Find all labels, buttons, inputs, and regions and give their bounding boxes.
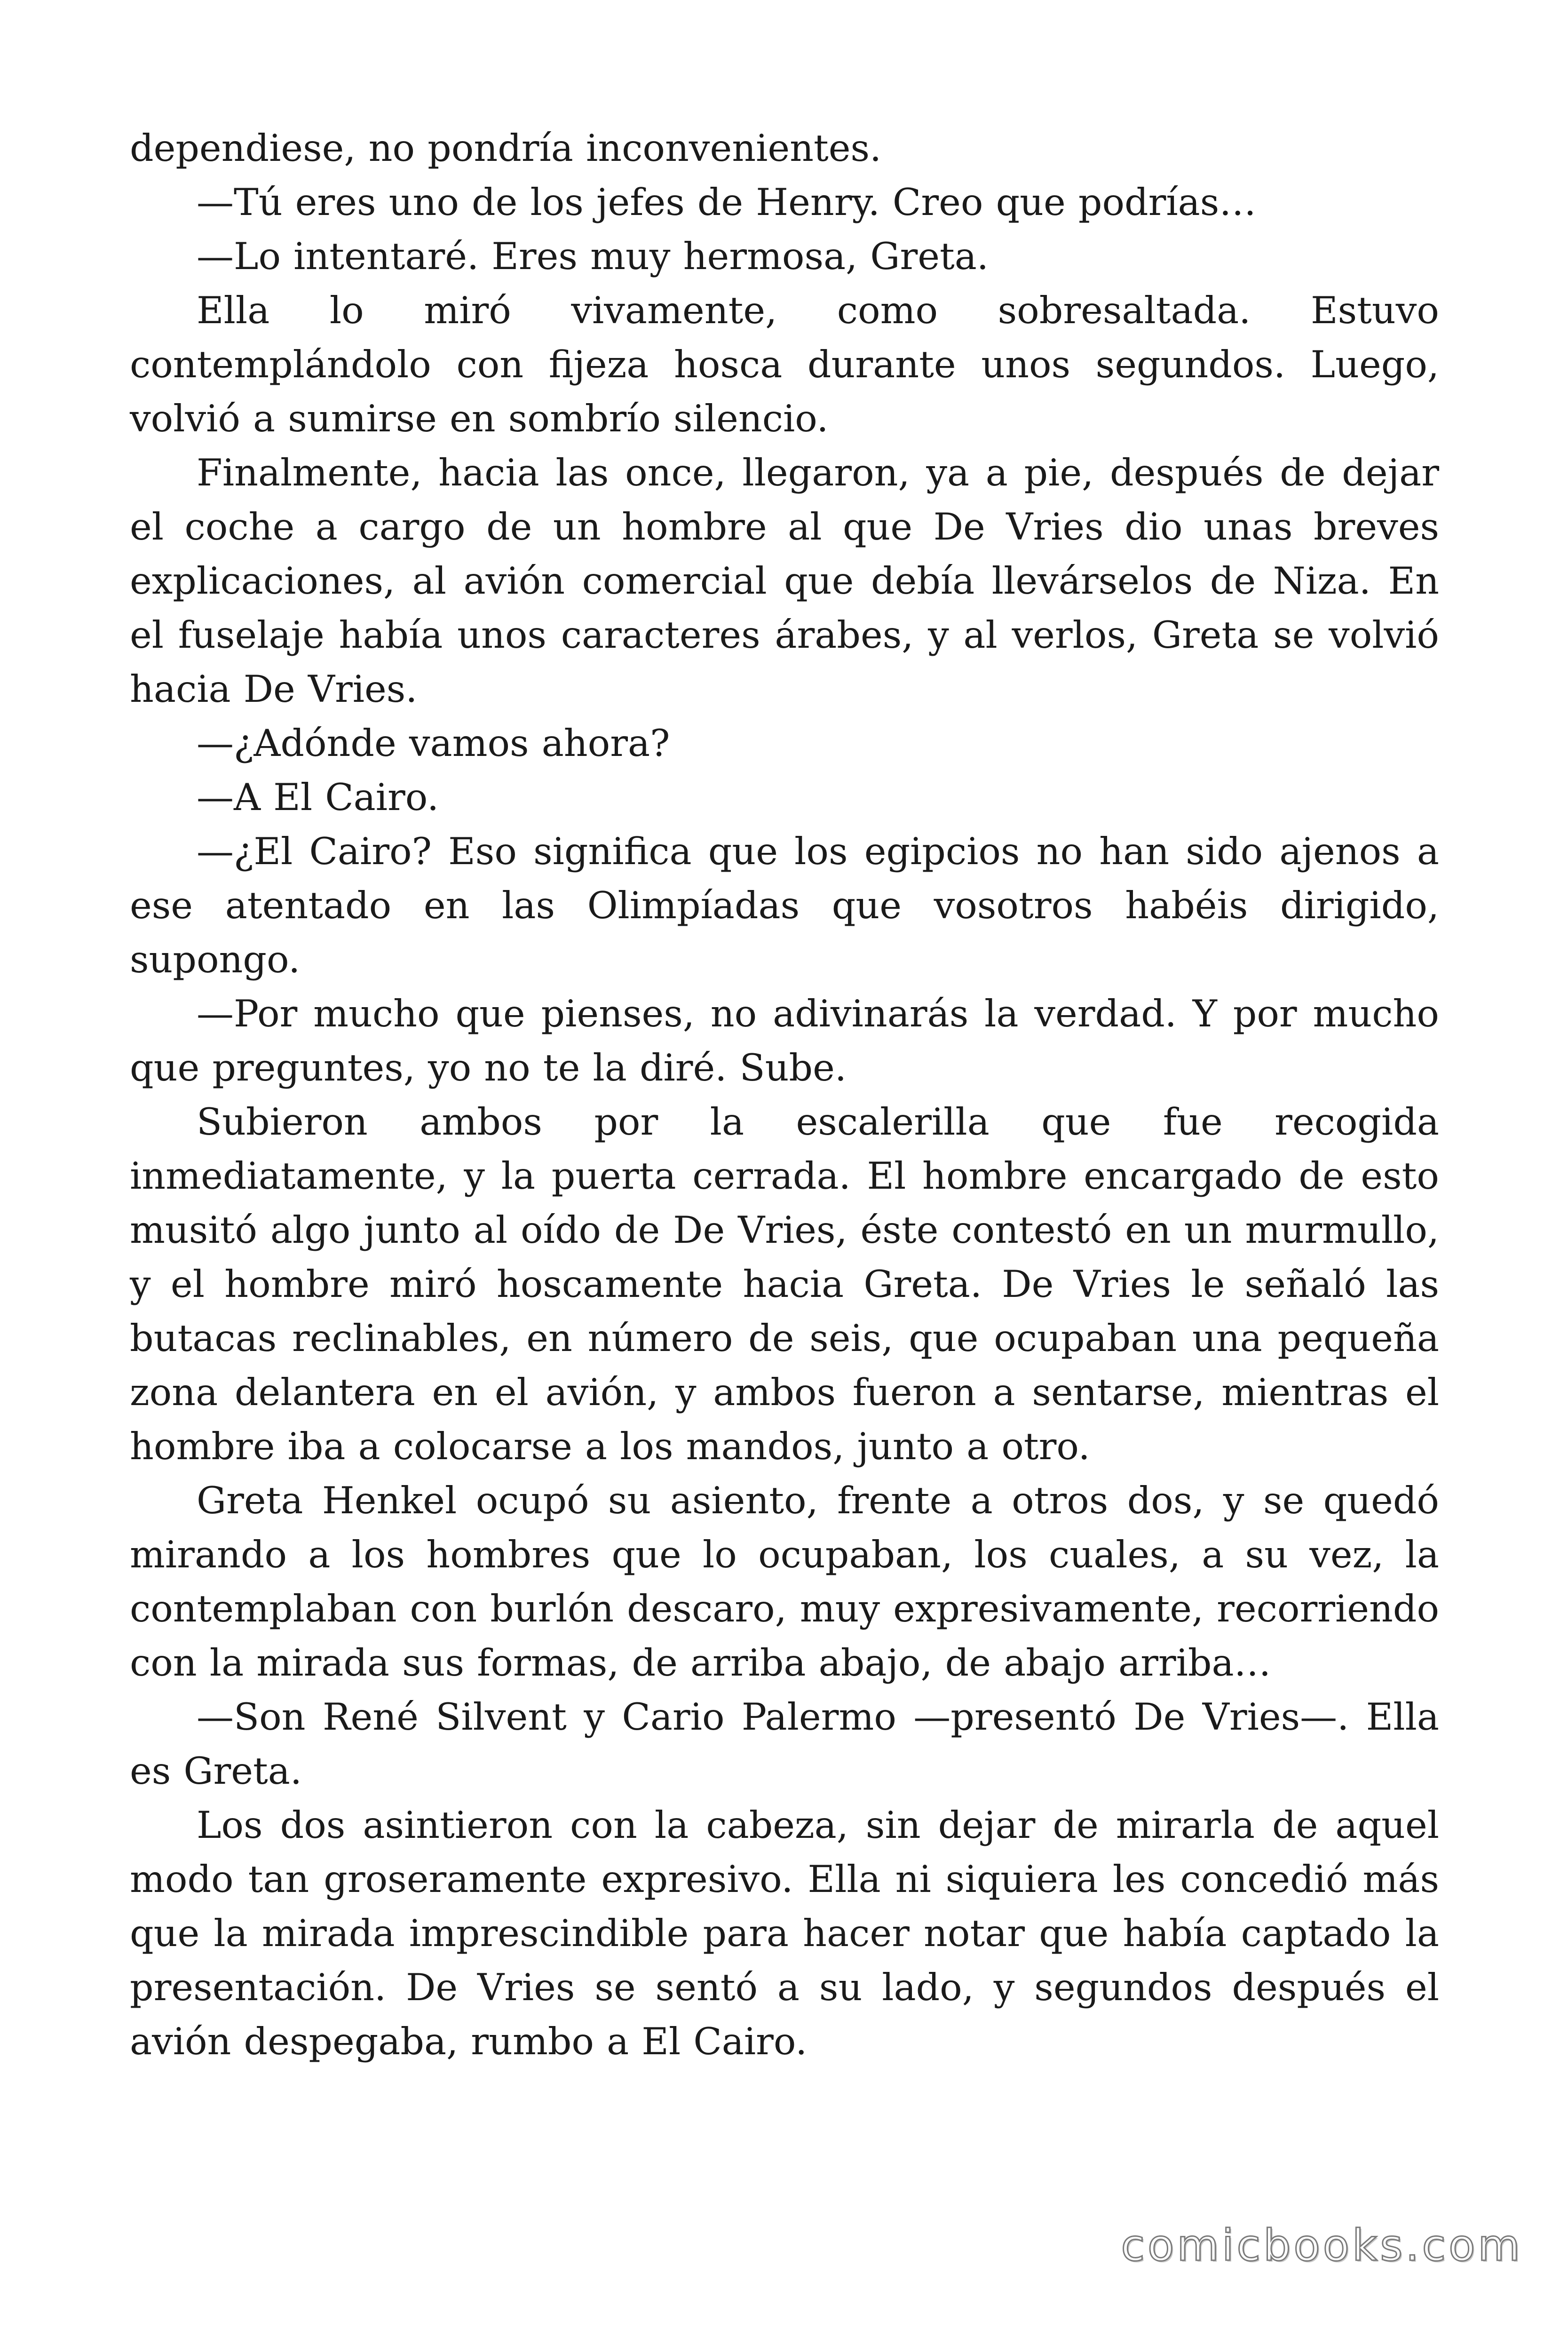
paragraph-10: Subieron ambos por la escalerilla que fue recogida inmediatamente, y la puerta cerrada. El hombre encargado de esto musitó algo junto al oído de De Vries, éste contestó en un murmullo, y el hombre miró hoscamente hacia Greta. De Vries le señaló las butacas reclinables, en número de seis, que ocupaban una pequeña zona delantera en el avión, y ambos fueron a sentarse, mientras el hombre iba a colocarse a los mandos, junto a otro. [130, 1100, 1439, 1468]
paragraph-3: —Lo intentaré. Eres muy hermosa, Greta. [197, 235, 989, 278]
paragraph-5: Finalmente, hacia las once, llegaron, ya a pie, después de dejar el coche a cargo de un hombre al que De Vries dio unas breves explicaciones, al avión comercial que debía llevárselos de Niza. En el fuselaje había unos caracteres árabes, y al verlos, Greta se volvió hacia De Vries. [130, 451, 1439, 711]
paragraph-2: —Tú eres uno de los jefes de Henry. Creo que podrías… [197, 181, 1257, 224]
watermark: comicbooks.com [1121, 2220, 1523, 2271]
paragraph-8: —¿El Cairo? Eso significa que los egipcios no han sido ajenos a ese atentado en las Olimpíadas que vosotros habéis dirigido, supongo. [130, 830, 1439, 981]
paragraph-12: —Son René Silvent y Cario Palermo —presentó De Vries—. Ella es Greta. [130, 1695, 1439, 1793]
paragraph-13: Los dos asintieron con la cabeza, sin dejar de mirarla de aquel modo tan groseramente expresivo. Ella ni siquiera les concedió más que la mirada imprescindible para hacer notar que había captado la presentación. De Vries se sentó a su lado, y segundos después el avión despegaba, rumbo a El Cairo. [130, 1804, 1439, 2063]
book-page [130, 121, 1439, 2069]
paragraph-4: Ella lo miró vivamente, como sobresaltada. Estuvo contemplándolo con fijeza hosca durante unos segundos. Luego, volvió a sumirse en sombrío silencio. [130, 289, 1439, 440]
paragraph-6: —¿Adónde vamos ahora? [197, 722, 670, 765]
paragraph-9: —Por mucho que pienses, no adivinarás la verdad. Y por mucho que preguntes, yo no te la diré. Sube. [130, 992, 1439, 1089]
paragraph-7: —A El Cairo. [197, 776, 439, 819]
paragraph-11: Greta Henkel ocupó su asiento, frente a otros dos, y se quedó mirando a los hombres que lo ocupaban, los cuales, a su vez, la contemplaban con burlón descaro, muy expresivamente, recorriendo con la mirada sus formas, de arriba abajo, de abajo arriba… [130, 1479, 1439, 1685]
paragraph-1: dependiese, no pondría inconvenientes. [130, 127, 882, 170]
